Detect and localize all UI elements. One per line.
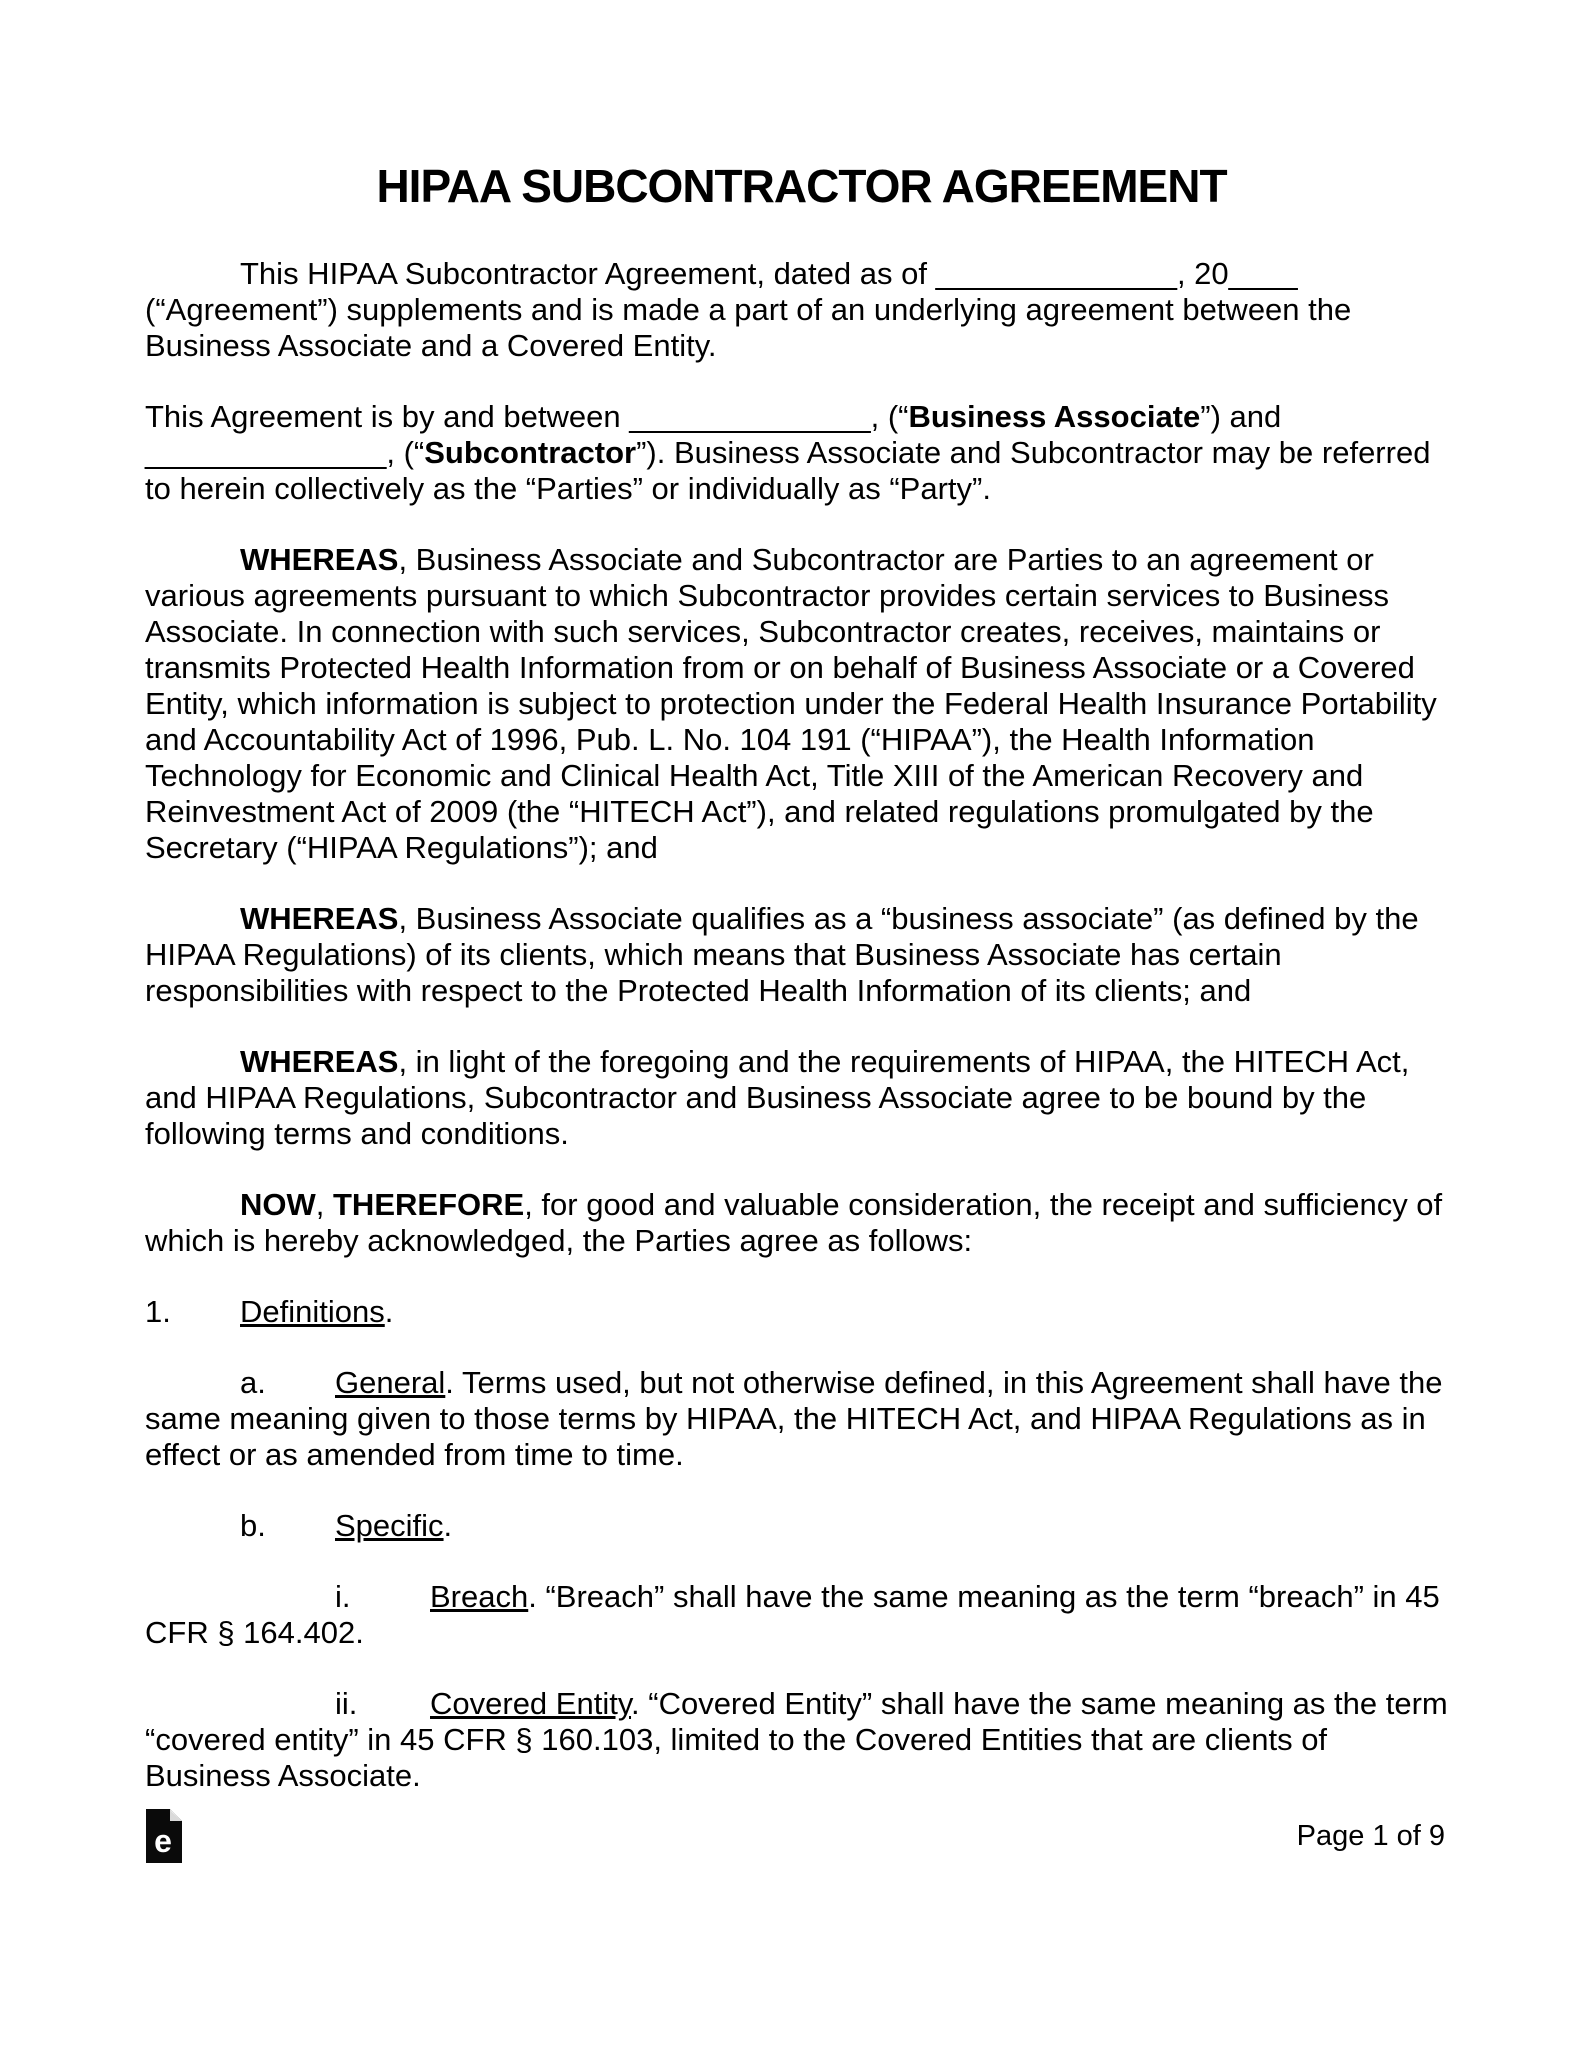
text-run: . Terms used, but not otherwise defined, in this Agreement shall have the same meaning given to those terms by HIPAA, the HITECH Act, and HIPAA Regulations as in effect or as amended from time to time. (145, 1365, 1443, 1472)
list-paragraph (145, 1508, 1458, 1544)
list-paragraph (145, 1579, 1458, 1651)
list-indent-spacer (145, 1713, 335, 1714)
list-paragraph (145, 1294, 1458, 1330)
defined-term: Covered Entity (430, 1686, 632, 1721)
text-run: This Agreement is by and between (145, 399, 630, 434)
document-title: HIPAA SUBCONTRACTOR AGREEMENT (376, 160, 1227, 212)
list-marker: ii. (335, 1686, 358, 1721)
text-run: , for good and valuable consideration, the receipt and sufficiency of which is hereby acknowledged, the Parties agree as follows: (145, 1187, 1443, 1258)
bold-run: WHEREAS (240, 1044, 399, 1079)
text-run: , (315, 1187, 333, 1222)
text-run: ”). Business Associate and Subcontractor may be referred to herein collectively as the “Parties” or individually as “Party”. (145, 435, 1431, 506)
fill-in-blank: ______________ (629, 399, 871, 434)
page-footer (145, 1806, 1445, 1866)
paragraph (145, 399, 1458, 507)
list-marker: 1. (145, 1294, 171, 1329)
text-run: , in light of the foregoing and the requirements of HIPAA, the HITECH Act, and HIPAA Regulations, Subcontractor and Business Associate agree to be bound by the following terms and conditions. (145, 1044, 1410, 1151)
paragraph (145, 542, 1458, 866)
defined-term: General (335, 1365, 446, 1400)
text-run: . “Covered Entity” shall have the same meaning as the term “covered entity” in 45 CFR § 160.103, limited to the Covered Entities that are clients of Business Associate. (145, 1686, 1448, 1793)
text-run: (“Agreement”) supplements and is made a part of an underlying agreement between the Business Associate and a Covered Entity. (145, 292, 1352, 363)
list-indent-spacer (145, 1392, 240, 1393)
bold-run: WHEREAS (240, 901, 399, 936)
list-marker: b. (240, 1508, 266, 1543)
list-indent-spacer (145, 1535, 240, 1536)
bold-run: THEREFORE (333, 1187, 525, 1222)
bold-run: NOW (240, 1187, 316, 1222)
fill-in-blank: ______________ (935, 256, 1177, 291)
text-run: . (384, 1294, 394, 1329)
defined-term: Breach (430, 1579, 529, 1614)
list-paragraph (145, 1365, 1458, 1473)
paragraph (145, 901, 1458, 1009)
paragraph (145, 1044, 1458, 1152)
eforms-document-icon (145, 1808, 183, 1864)
list-marker: a. (240, 1365, 266, 1400)
text-run: ”) and (1200, 399, 1282, 434)
defined-term: Specific (335, 1508, 444, 1543)
text-run: . (443, 1508, 453, 1543)
text-run: . “Breach” shall have the same meaning as the term “breach” in 45 CFR § 164.402. (145, 1579, 1440, 1650)
fill-in-blank: ______________ (145, 435, 387, 470)
text-run: , Business Associate and Subcontractor are Parties to an agreement or various agreements pursuant to which Subcontractor provides certain services to Business Associate. In connection with such services, Subcontractor creates, receives, maintains or transmits Protected Health Information from or on behalf of Business Associate or a Covered Entity, which information is subject to protection under the Federal Health Insurance Portability and Accountability Act of 1996, Pub. L. No. 104 191 (“HIPAA”), the Health Information Technology for Economic and Clinical Health Act, Title XIII of the American Recovery and Reinvestment Act of 2009 (the “HITECH Act”), and related regulations promulgated by the Secretary (“HIPAA Regulations”); and (145, 542, 1437, 865)
paragraph (145, 1187, 1458, 1259)
text-run: , Business Associate qualifies as a “business associate” (as defined by the HIPAA Regulations) of its clients, which means that Business Associate has certain responsibilities with respect to the Protected Health Information of its clients; and (145, 901, 1419, 1008)
list-indent-spacer (145, 1606, 335, 1607)
list-paragraph (145, 1686, 1458, 1794)
defined-term: Definitions (240, 1294, 385, 1329)
text-run: This HIPAA Subcontractor Agreement, dated as of (240, 256, 936, 291)
text-run: , (“ (386, 435, 425, 470)
text-run: , (“ (870, 399, 909, 434)
text-run: , 20 (1176, 256, 1229, 291)
bold-run: WHEREAS (240, 542, 399, 577)
svg-text:e: e (154, 1823, 172, 1859)
page-number-label: Page 1 of 9 (1296, 1820, 1445, 1852)
fill-in-blank: ____ (1228, 256, 1298, 291)
document-body (145, 256, 1458, 1794)
bold-run: Business Associate (908, 399, 1201, 434)
paragraph (145, 256, 1458, 364)
list-marker: i. (335, 1579, 351, 1614)
bold-run: Subcontractor (424, 435, 637, 470)
